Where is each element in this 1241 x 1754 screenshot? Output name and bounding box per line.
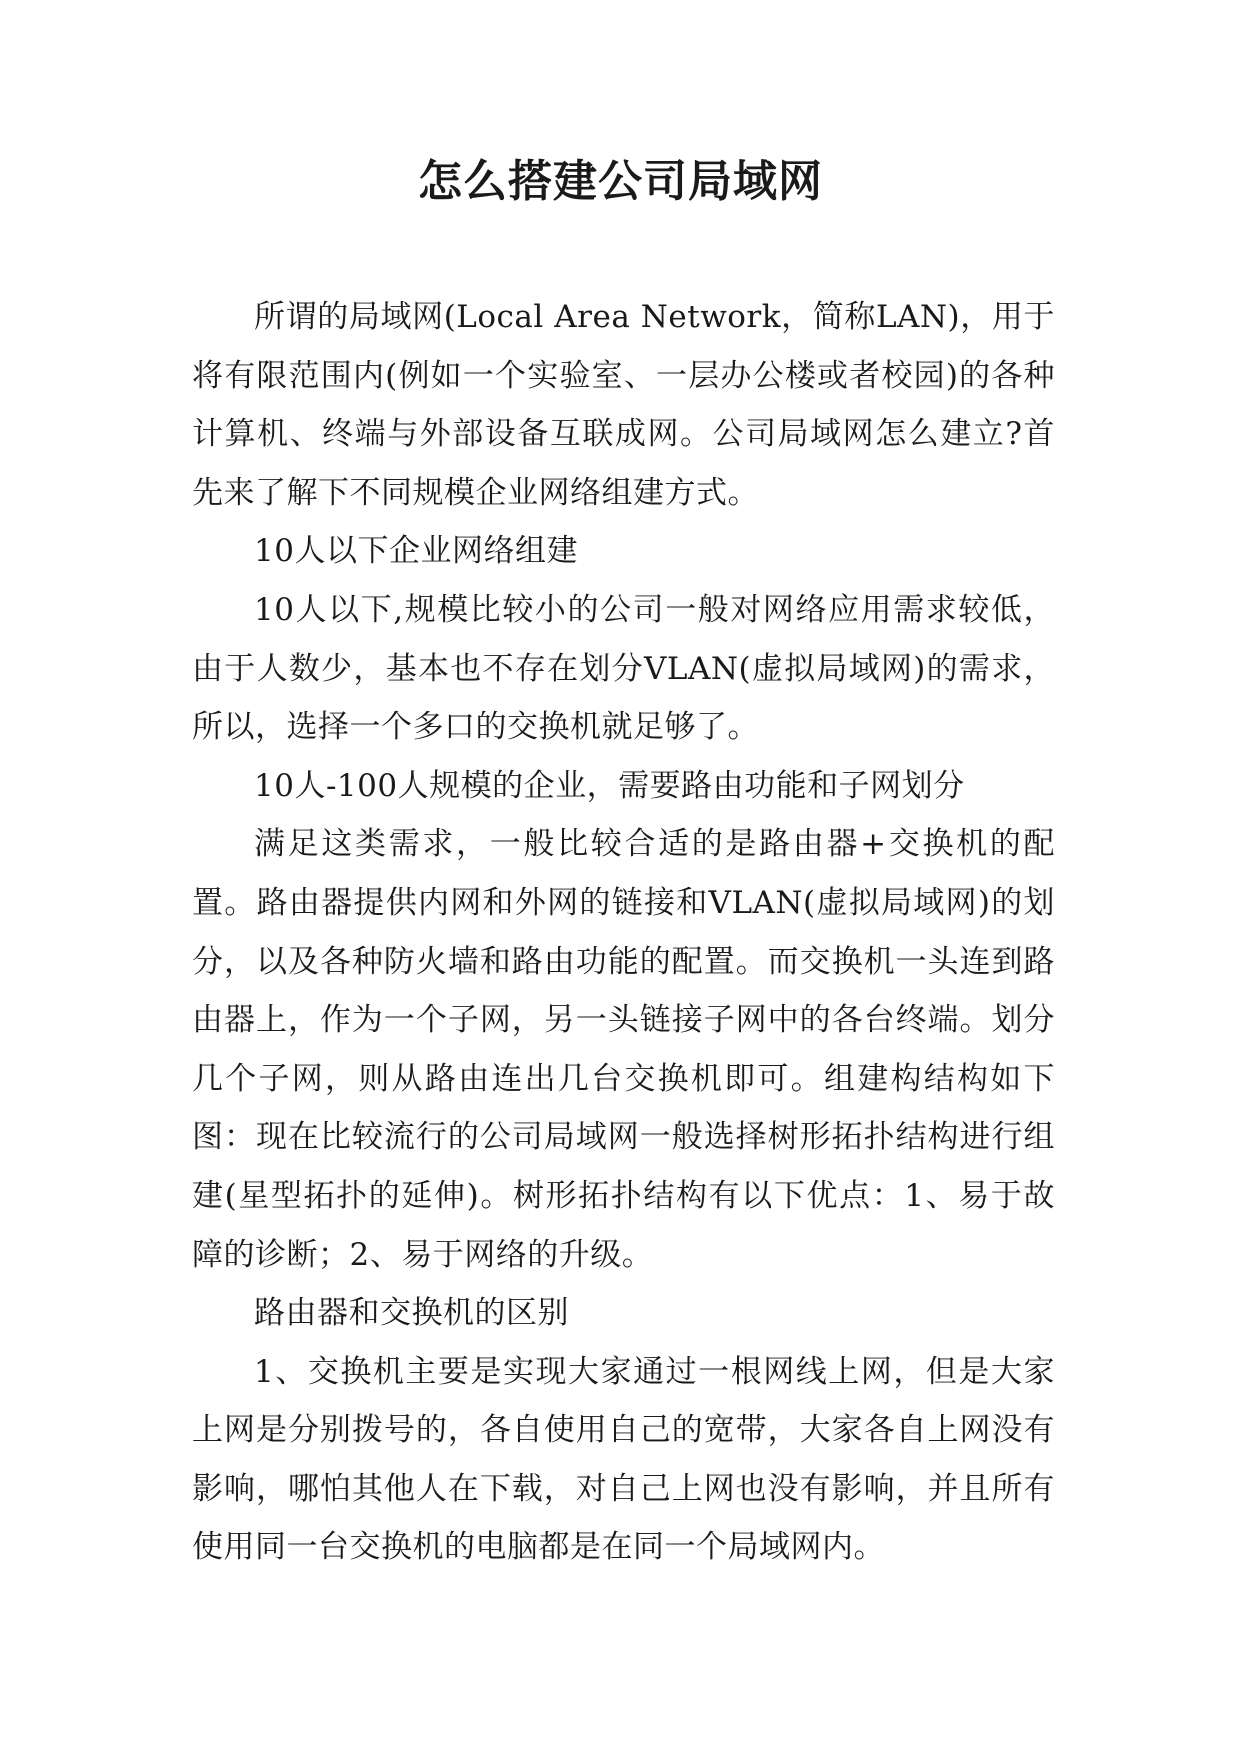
paragraph-router-vs-switch: 1、交换机主要是实现大家通过一根网线上网，但是大家上网是分别拨号的，各自使用自己的宽带，大家各自上网没有影响，哪怕其他人在下载，对自己上网也没有影响，并且所有使用同一台交换机的电脑都是在同一个局域网内。 xyxy=(192,1353,1055,1566)
heading-10-100: 10人-100人规模的企业，需要路由功能和子网划分 xyxy=(254,767,965,804)
document-title: 怎么搭建公司局域网 xyxy=(418,156,823,207)
paragraph-intro: 所谓的局域网(Local Area Network，简称LAN)，用于将有限范围内(例如一个实验室、一层办公楼或者校园)的各种计算机、终端与外部设备互联成网。公司局域网怎么建立?首先来了解下不同规模企业网络组建方式。 xyxy=(192,299,1055,511)
heading-router-vs-switch: 路由器和交换机的区别 xyxy=(254,1295,569,1332)
paragraph-under-10: 10人以下,规模比较小的公司一般对网络应用需求较低，由于人数少，基本也不存在划分VLAN(虚拟局域网)的需求，所以，选择一个多口的交换机就足够了。 xyxy=(192,591,1055,746)
paragraph-10-100: 满足这类需求，一般比较合适的是路由器+交换机的配置。路由器提供内网和外网的链接和VLAN(虚拟局域网)的划分，以及各种防火墙和路由功能的配置。而交换机一头连到路由器上，作为一个子网，另一头链接子网中的各台终端。划分几个子网，则从路由连出几台交换机即可。组建构结构如下图：现在比较流行的公司局域网一般选择树形拓扑结构进行组建(星型拓扑的延伸)。树形拓扑结构有以下优点：1、易于故障的诊断；2、易于网络的升级。 xyxy=(192,826,1055,1273)
heading-under-10: 10人以下企业网络组建 xyxy=(254,533,578,570)
document-body xyxy=(192,288,1055,1577)
